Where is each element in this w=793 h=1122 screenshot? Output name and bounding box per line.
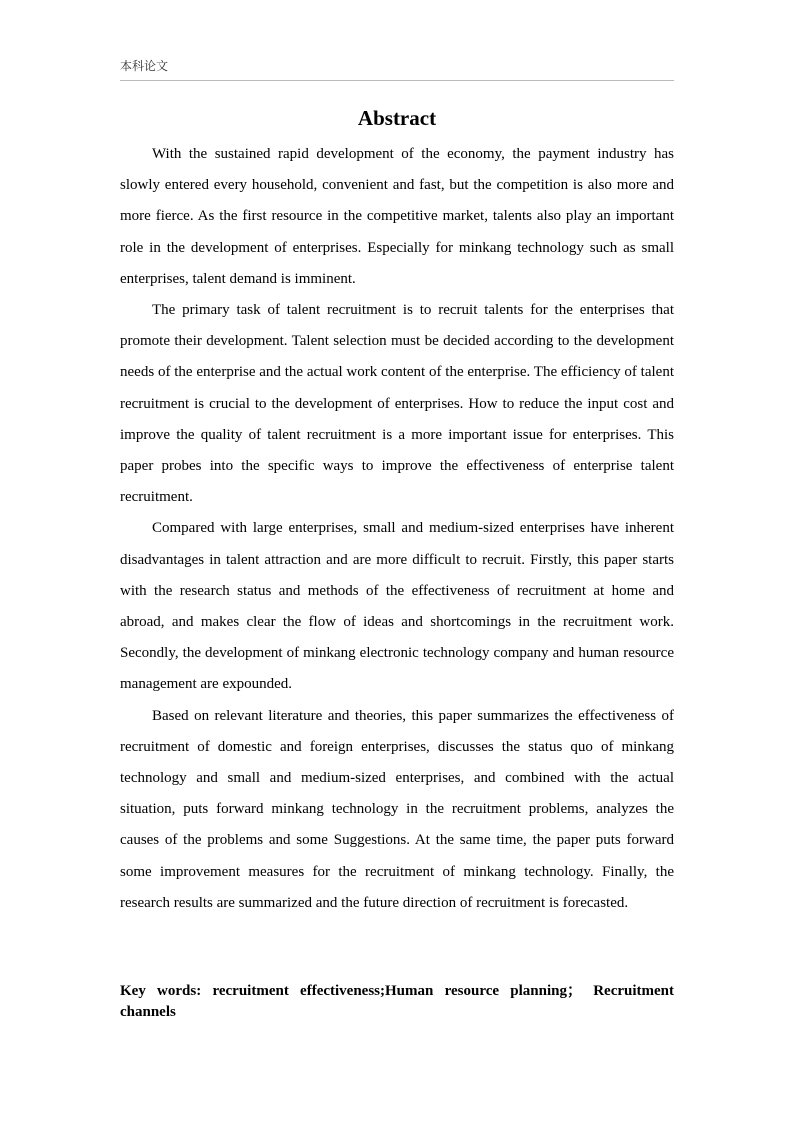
abstract-paragraph-4: Based on relevant literature and theories, this paper summarizes the effectiveness of recruitment of domestic and foreign enterprises, discusses the status quo of minkang technology and small and medium-sized enterprises, and combined with the actual situation, puts forward minkang technology in the recruitment problems, analyzes the causes of the problems and some Suggestions. At the same time, the paper puts forward some improvement measures for the recruitment of minkang technology. Finally, the research results are summarized and the future direction of recruitment is forecasted.	[120, 707, 674, 911]
keywords-line: Key words: recruitment effectiveness;Human resource planning； Recruitment channels	[120, 983, 674, 1020]
header-divider	[120, 80, 674, 81]
abstract-title: Abstract	[357, 106, 437, 130]
abstract-paragraph-1: With the sustained rapid development of the economy, the payment industry has slowly entered every household, convenient and fast, but the competition is also more and more fierce. As the first resource in the competitive market, talents also play an important role in the development of enterprises. Especially for minkang technology such as small enterprises, talent demand is imminent.	[120, 146, 674, 287]
running-header: 本科论文	[120, 59, 169, 73]
abstract-paragraph-3: Compared with large enterprises, small and medium-sized enterprises have inherent disadvantages in talent attraction and are more difficult to recruit. Firstly, this paper starts with the research status and methods of the effectiveness of recruitment at home and abroad, and makes clear the flow of ideas and shortcomings in the recruitment work. Secondly, the development of minkang electronic technology company and human resource management are expounded.	[120, 520, 674, 693]
abstract-paragraph-2: The primary task of talent recruitment is to recruit talents for the enterprises that promote their development. Talent selection must be decided according to the development needs of the enterprise and the actual work content of the enterprise. The efficiency of talent recruitment is crucial to the development of enterprises. How to reduce the input cost and improve the quality of talent recruitment is a more important issue for enterprises. This paper probes into the specific ways to improve the effectiveness of enterprise talent recruitment.	[120, 302, 674, 506]
abstract-body	[120, 139, 674, 919]
